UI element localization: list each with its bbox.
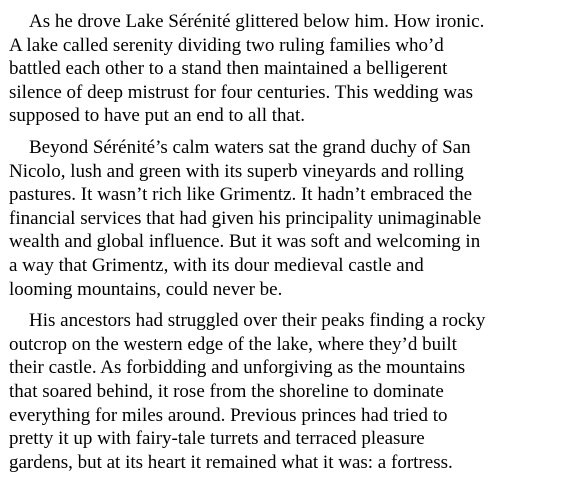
paragraph-3 xyxy=(9,309,569,474)
text-line: pretty it up with fairy-tale turrets and terraced pleasure xyxy=(9,428,425,450)
text-line: As he drove Lake Sérénité glittered below him. How ironic. xyxy=(29,11,485,32)
text-line: everything for miles around. Previous princes had tried to xyxy=(9,404,448,426)
text-line: battled each other to a stand then maintained a belligerent xyxy=(9,58,448,80)
text-line: their castle. As forbidding and unforgiving as the mountains xyxy=(9,357,466,379)
text-line: supposed to have put an end to all that. xyxy=(9,105,306,127)
text-line: silence of deep mistrust for four centuries. This wedding was xyxy=(9,81,473,103)
text-line: pastures. It wasn’t rich like Grimentz. It hadn’t embraced the xyxy=(9,184,473,206)
text-line: wealth and global influence. But it was soft and welcoming in xyxy=(9,231,481,253)
text-line: financial services that had given his principality unimaginable xyxy=(9,207,482,229)
text-line: looming mountains, could never be. xyxy=(9,278,283,300)
text-line: a way that Grimentz, with its dour medieval castle and xyxy=(9,254,424,276)
text-line: outcrop on the western edge of the lake, where they’d built xyxy=(9,333,457,355)
text-line: A lake called serenity dividing two ruling families who’d xyxy=(9,34,444,56)
paragraph-2 xyxy=(9,136,569,301)
text-line: gardens, but at its heart it remained what it was: a fortress. xyxy=(9,451,453,473)
paragraph-1 xyxy=(9,10,569,128)
text-line: Beyond Sérénité’s calm waters sat the grand duchy of San xyxy=(29,136,471,158)
text-line: that soared behind, it rose from the shoreline to dominate xyxy=(9,380,444,402)
text-line: Nicolo, lush and green with its superb vineyards and rolling xyxy=(9,160,464,182)
text-line: His ancestors had struggled over their peaks finding a rocky xyxy=(29,310,486,332)
